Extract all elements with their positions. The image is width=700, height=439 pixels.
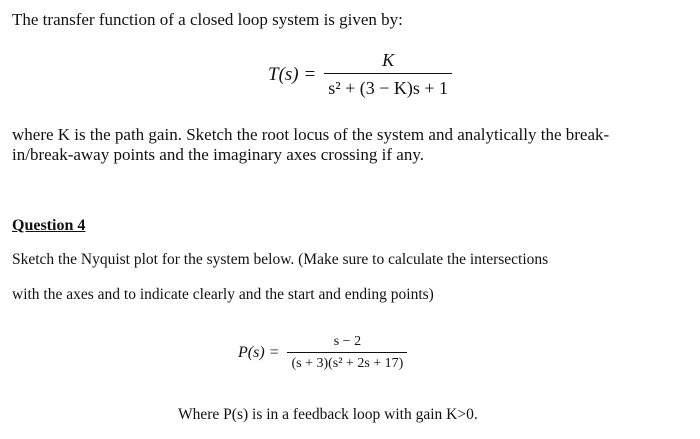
- question-4-line-2: with the axes and to indicate clearly and the start and ending points): [12, 286, 434, 303]
- equation-2-lhs: P(s) =: [238, 344, 280, 361]
- problem-body-line-2: in/break-away points and the imaginary axes crossing if any.: [12, 145, 424, 164]
- problem-intro-text: The transfer function of a closed loop system is given by:: [12, 10, 403, 29]
- transfer-function-equation: [268, 50, 452, 99]
- equation-2-denominator: (s + 3)(s² + 2s + 17): [291, 356, 404, 371]
- equation-numerator: K: [382, 50, 395, 70]
- equation-2-fraction: [287, 334, 407, 372]
- question-4-line-1: Sketch the Nyquist plot for the system below. (Make sure to calculate the intersections: [12, 251, 549, 268]
- nyquist-system-equation: [238, 334, 407, 372]
- equation-2-numerator: s − 2: [333, 334, 362, 349]
- problem-body-line-1: where K is the path gain. Sketch the root locus of the system and analytically the break-: [12, 125, 610, 144]
- question-4-heading: Question 4: [12, 217, 86, 234]
- equation-fraction: [324, 50, 452, 99]
- equation-denominator: s² + (3 − K)s + 1: [328, 78, 449, 98]
- question-4-footer: Where P(s) is in a feedback loop with gain K>0.: [178, 406, 478, 423]
- equation-lhs: T(s) =: [268, 63, 317, 85]
